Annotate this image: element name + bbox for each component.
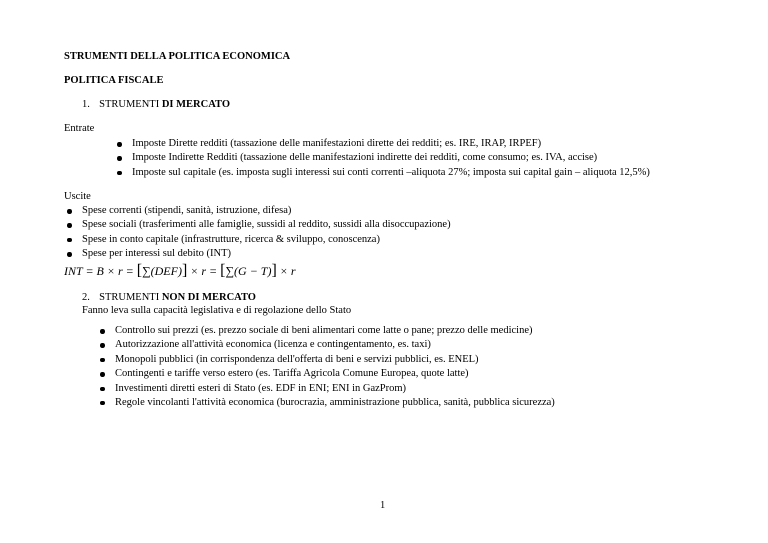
list-item: Spese per interessi sul debito (INT) [82, 248, 451, 262]
formula-end: × r [276, 264, 296, 278]
list-item: Imposte Indirette Redditi (tassazione delle manifestazioni indirette dei redditi, come consumo; es. IVA, accise) [132, 152, 650, 166]
list-item: Monopoli pubblici (in corrispondenza dell'offerta di beni e servizi pubblici, es. ENEL) [115, 354, 555, 368]
document-title: STRUMENTI DELLA POLITICA ECONOMICA [64, 51, 291, 62]
item2-number: 2. [82, 292, 90, 303]
interest-formula: INT = B × r = [∑(DEF)] × r = [∑(G − T)] × r [64, 262, 296, 279]
list-item: Spese sociali (trasferimenti alle famiglie, sussidi al reddito, sussidi alla disoccupazione) [82, 219, 451, 233]
formula-term2: ∑(G − T) [225, 264, 272, 278]
item2-description: Fanno leva sulla capacità legislativa e di regolazione dello Stato [82, 305, 352, 316]
entrate-list [132, 138, 650, 181]
list-item: Controllo sui prezzi (es. prezzo sociale di beni alimentari come latte o pane; prezzo delle medicine) [115, 325, 555, 339]
entrate-label: Entrate [64, 123, 95, 134]
list-item: Investimenti diretti esteri di Stato (es. EDF in ENI; ENI in GazProm) [115, 383, 555, 397]
list-item: Autorizzazione all'attività economica (licenza e contingentamento, es. taxi) [115, 339, 555, 353]
list-item: Spese correnti (stipendi, sanità, istruzione, difesa) [82, 205, 451, 219]
item1-number: 1. [82, 99, 90, 110]
formula-mid: × r = [187, 264, 221, 278]
section-heading: POLITICA FISCALE [64, 75, 164, 86]
item2-heading [82, 292, 256, 305]
item2-prefix: STRUMENTI [99, 292, 162, 303]
list-item: Imposte sul capitale (es. imposta sugli interessi sui conti correnti –aliquota 27%; imposta sui capital gain – aliquota 12,5%) [132, 167, 650, 181]
item1-bold: DI MERCATO [161, 99, 231, 110]
list-item: Contingenti e tariffe verso estero (es. Tariffa Agricola Comune Europea, quote latte) [115, 368, 555, 382]
uscite-label: Uscite [64, 191, 91, 202]
page-number: 1 [380, 500, 386, 511]
formula-term1: ∑(DEF) [142, 264, 182, 278]
item2-bold: NON DI MERCATO [161, 292, 256, 303]
list-item: Imposte Dirette redditi (tassazione delle manifestazioni dirette dei redditi; es. IRE, IRAP, IRPEF) [132, 138, 650, 152]
non-mercato-list [115, 325, 555, 411]
uscite-list [82, 205, 451, 263]
formula-lhs: INT = B × r = [64, 264, 137, 278]
list-item: Regole vincolanti l'attività economica (burocrazia, amministrazione pubblica, sanità, pubblica sicurezza) [115, 397, 555, 411]
item1-heading [82, 99, 230, 112]
item1-prefix: STRUMENTI [99, 99, 162, 110]
list-item: Spese in conto capitale (infrastrutture, ricerca & sviluppo, conoscenza) [82, 234, 451, 248]
